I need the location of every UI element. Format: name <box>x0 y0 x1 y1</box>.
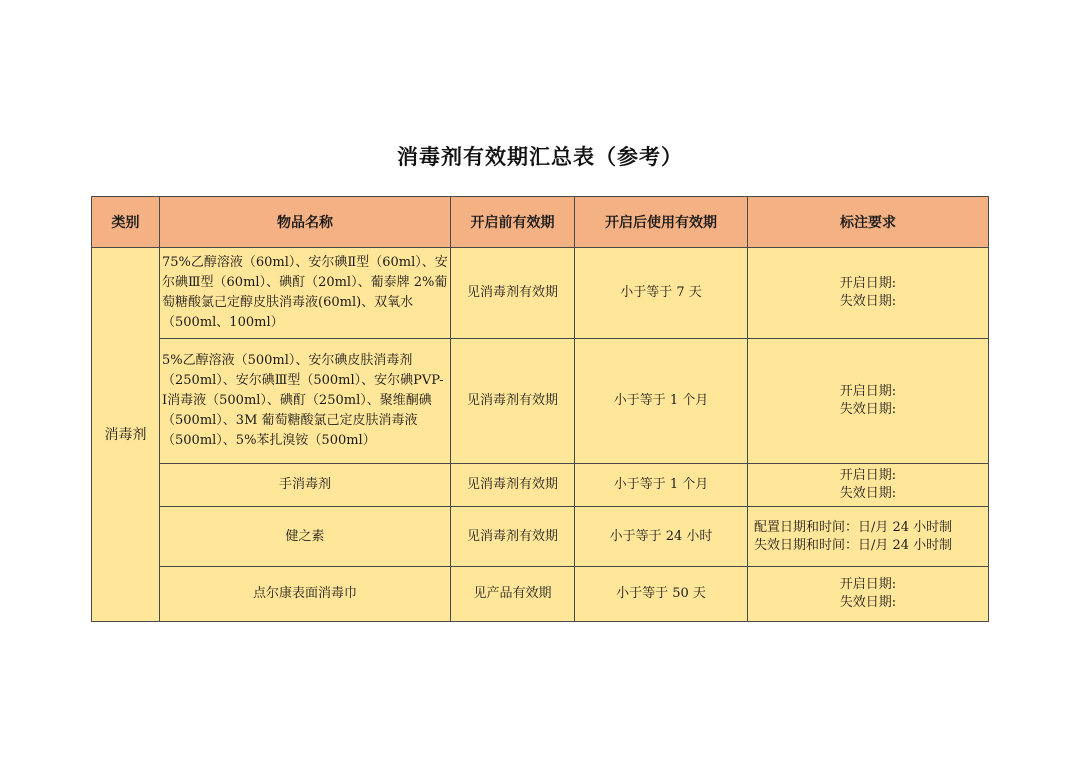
note-line-1: 开启日期: <box>839 384 897 399</box>
header-category: 类别 <box>92 197 160 248</box>
note-cell <box>748 567 989 622</box>
after-open-value: 小于等于 1 个月 <box>575 464 748 507</box>
item-names: 75%乙醇溶液（60ml）、安尔碘Ⅱ型（60ml）、安尔碘Ⅲ型（60ml）、碘酊（20ml）、葡泰牌 2%葡萄糖酸氯己定醇皮肤消毒液(60ml)、双氧水（500ml、100ml） <box>160 248 451 339</box>
header-after-open: 开启后使用有效期 <box>575 197 748 248</box>
item-names: 健之素 <box>160 507 451 567</box>
table-row <box>92 507 989 567</box>
category-cell: 消毒剂 <box>92 248 160 622</box>
note-line-2: 失效日期和时间：日/月 24 小时制 <box>754 537 953 553</box>
before-open-value: 见消毒剂有效期 <box>451 248 575 339</box>
note-line-1: 开启日期: <box>839 276 897 291</box>
before-open-value: 见消毒剂有效期 <box>451 507 575 567</box>
after-open-value: 小于等于 50 天 <box>575 567 748 622</box>
disinfectant-expiry-table <box>91 196 989 622</box>
item-names: 5%乙醇溶液（500ml）、安尔碘皮肤消毒剂（250ml）、安尔碘Ⅲ型（500ml）、安尔碘PVP-Ⅰ消毒液（500ml）、碘酊（250ml）、聚维酮碘（500ml）、3M 葡萄糖酸氯己定皮肤消毒液（500ml）、5%苯扎溴铵（500ml） <box>160 339 451 464</box>
item-names: 手消毒剂 <box>160 464 451 507</box>
note-line-2: 失效日期: <box>839 294 897 309</box>
table-row <box>92 464 989 507</box>
note-cell <box>748 339 989 464</box>
note-line-2: 失效日期: <box>839 402 897 417</box>
page-title: 消毒剂有效期汇总表（参考） <box>397 145 683 169</box>
before-open-value: 见产品有效期 <box>451 567 575 622</box>
table-row <box>92 567 989 622</box>
note-line-1: 开启日期: <box>839 577 897 592</box>
before-open-value: 见消毒剂有效期 <box>451 339 575 464</box>
item-names: 点尔康表面消毒巾 <box>160 567 451 622</box>
note-cell <box>748 507 989 567</box>
table-header-row <box>92 197 989 248</box>
note-line-2: 失效日期: <box>839 595 897 610</box>
table-row <box>92 248 989 339</box>
after-open-value: 小于等于 7 天 <box>575 248 748 339</box>
header-note: 标注要求 <box>748 197 989 248</box>
after-open-value: 小于等于 1 个月 <box>575 339 748 464</box>
table-row <box>92 339 989 464</box>
before-open-value: 见消毒剂有效期 <box>451 464 575 507</box>
header-before-open: 开启前有效期 <box>451 197 575 248</box>
note-cell <box>748 248 989 339</box>
after-open-value: 小于等于 24 小时 <box>575 507 748 567</box>
note-line-2: 失效日期: <box>839 486 897 501</box>
note-cell <box>748 464 989 507</box>
note-line-1: 开启日期: <box>839 468 897 483</box>
header-item-name: 物品名称 <box>160 197 451 248</box>
note-line-1: 配置日期和时间：日/月 24 小时制 <box>754 519 953 535</box>
